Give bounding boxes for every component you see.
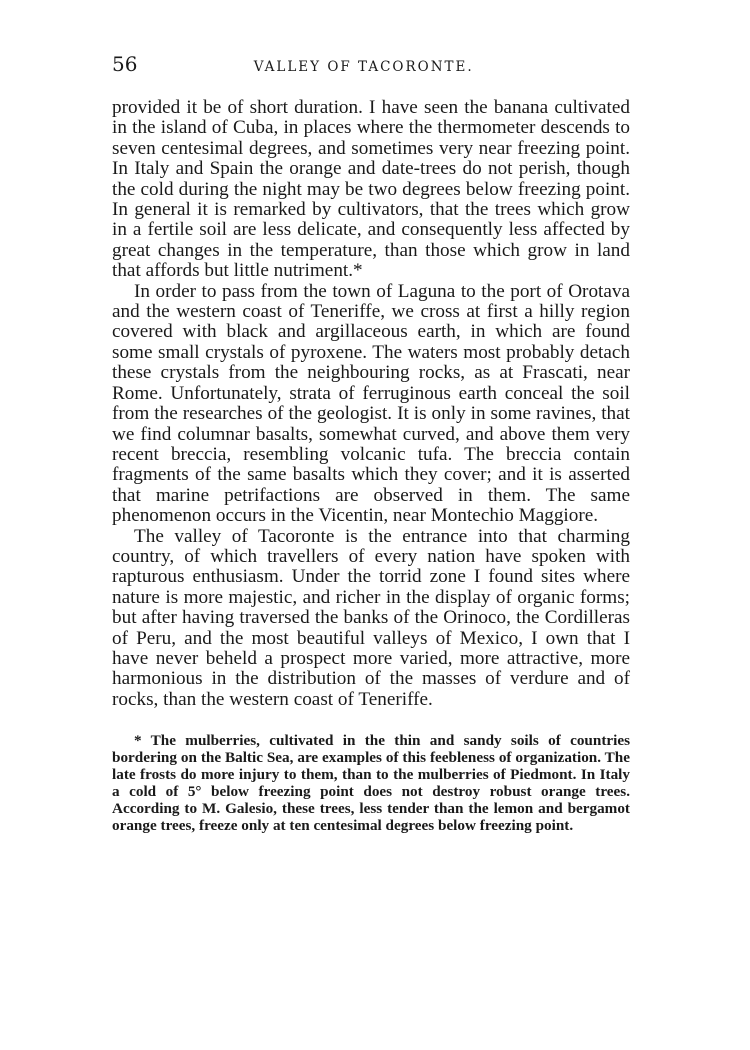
footnote: * The mulberries, cultivated in the thin and sandy soils of countries bordering on the Baltic Sea, are examples of this feebleness of organization. The late frosts do more injury to them, than to the mulberries of Piedmont. In Italy a cold of 5° below freezing point does not destroy robust orange trees. According to M. Galesio, these trees, less tender than the lemon and bergamot orange trees, freeze only at ten centesimal degrees below freezing point.: [112, 732, 630, 835]
running-head: VALLEY OF TACORONTE.: [253, 59, 474, 75]
paragraph-continuation: provided it be of short duration. I have seen the banana cultivated in the island of Cuba, in places where the thermometer descends to seven centesimal degrees, and sometimes very near freezing point. In Italy and Spain the orange and date-trees do not perish, though the cold during the night may be two degrees below freezing point. In general it is remarked by cultivators, that the trees which grow in a fertile soil are less delicate, and consequently less affected by great changes in the temperature, than those which grow in land that affords but little nutriment.*: [112, 97, 630, 282]
body-text: [112, 98, 630, 710]
page-number: 56: [112, 52, 138, 76]
page-header: [112, 52, 630, 92]
paragraph-valley-tacoronte: The valley of Tacoronte is the entrance into that charming country, of which travellers of every nation have spoken with rapturous enthusiasm. Under the torrid zone I found sites where nature is more majestic, and richer in the display of organic forms; but after having traversed the banks of the Orinoco, the Cordilleras of Peru, and the most beautiful valleys of Mexico, I own that I have never beheld a prospect more varied, more attractive, more harmonious in the distribution of the masses of verdure and of rocks, than the western coast of Teneriffe.: [112, 525, 630, 710]
paragraph-laguna-orotava: In order to pass from the town of Laguna to the port of Orotava and the western coast of Teneriffe, we cross at first a hilly region covered with black and argillaceous earth, in which are found some small crystals of pyroxene. The waters most probably detach these crystals from the neighbouring rocks, as at Frascati, near Rome. Unfortunately, strata of ferruginous earth conceal the soil from the researches of the geologist. It is only in some ravines, that we find columnar basalts, somewhat curved, and above them very recent breccia, resembling volcanic tufa. The breccia contain fragments of the same basalts which they cover; and it is asserted that marine petrifactions are observed in them. The same phenomenon occurs in the Vicentin, near Montechio Maggiore.: [112, 280, 630, 527]
